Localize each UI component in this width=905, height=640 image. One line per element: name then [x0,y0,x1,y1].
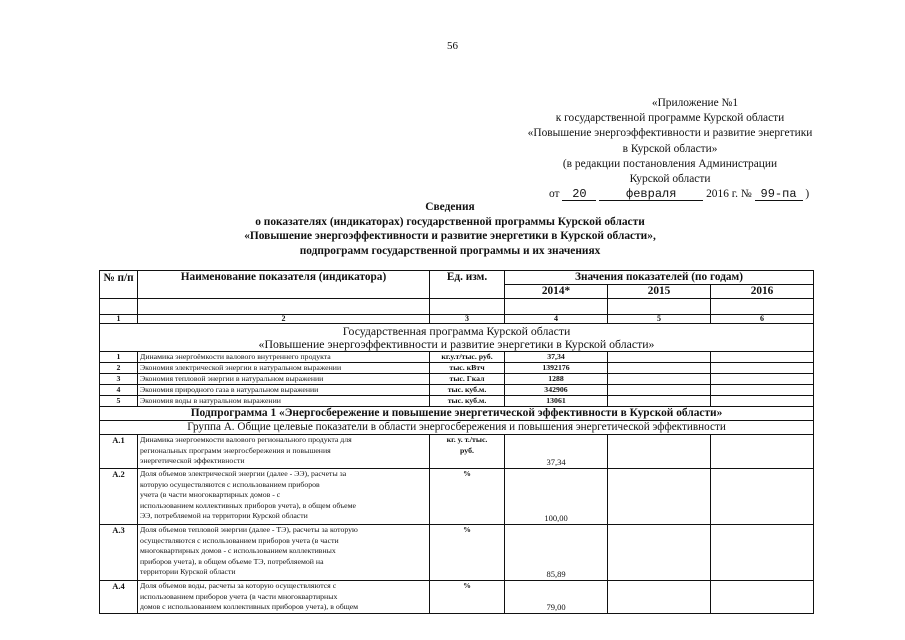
row-name: Экономия природного газа в натуральном выражении [138,385,430,396]
row-value-2014: 85,89 [505,525,608,581]
row-name-line: энергетической эффективности [140,456,245,466]
table-row [100,581,814,614]
appendix-line: в Курской области» [622,142,718,155]
group-title: Группа А. Общие целевые показатели в области энергосбережения и повышения энергетической эффективности [100,421,814,435]
row-value-2015 [608,469,711,525]
row-value-2016 [711,363,814,374]
row-number: 2 [100,363,138,374]
row-value-2016 [711,352,814,363]
header-number: № п/п [100,271,138,299]
row-value-2016 [711,374,814,385]
table-row [100,525,814,581]
program-title-line: Государственная программа Курской области [342,324,571,338]
row-unit [430,525,505,581]
row-name-line: осуществляются с использованием приборов учета (в части [140,535,339,545]
row-value-2015 [608,374,711,385]
row-value-2015 [608,385,711,396]
document-heading [180,200,720,258]
row-number: А.3 [100,525,138,581]
appendix-line: Курской области [629,173,711,186]
table-row [100,374,814,385]
row-value-2015 [608,435,711,469]
row-value-2016 [711,385,814,396]
table-row [100,363,814,374]
row-name-line: которую осуществляются с использованием приборов [140,479,320,489]
date-month: февраля [599,188,703,201]
row-unit [430,469,505,525]
row-unit: кг.у.т/тыс. руб. [430,352,505,363]
date-suffix: ) [805,188,810,201]
row-number: 4 [100,385,138,396]
row-unit: тыс. кВтч [430,363,505,374]
row-name [138,435,430,469]
row-unit [430,435,505,469]
date-prefix: от [549,188,560,201]
header-name: Наименование показателя (индикатора) [138,271,430,299]
subprogram-title: Подпрограмма 1 «Энергосбережение и повышение энергетической эффективности в Курской области» [100,407,814,421]
row-value-2014: 37,34 [505,435,608,469]
page-number: 56 [447,40,458,52]
row-unit: тыс. куб.м. [430,385,505,396]
row-number: 1 [100,352,138,363]
row-name-line: Доля объемов электрической энергии (далее - ЭЭ), расчеты за [140,469,347,478]
row-name-line: многоквартирных домов - с использованием коллективных [140,546,336,556]
row-name: Экономия электрической энергии в натуральном выражении [138,363,430,374]
row-name [138,469,430,525]
appendix-line: к государственной программе Курской области [555,112,785,125]
row-unit-line: руб. [460,445,474,455]
row-name-line: домов с использованием коллективных приборов учета), в общем [140,602,359,612]
appendix-line: (в редакции постановления Администрации [562,157,778,170]
row-unit: тыс. куб.м. [430,396,505,407]
row-value-2016 [711,525,814,581]
table-row [100,385,814,396]
row-name-line: учета (в части многоквартирных домов - с [140,490,281,500]
row-number: 3 [100,374,138,385]
program-title [100,324,814,352]
row-name-line: использованием приборов учета (в части многоквартирных [140,591,338,601]
row-value-2015 [608,581,711,614]
heading-line: «Повышение энергоэффективности и развитие энергетики в Курской области», [244,230,656,243]
row-unit-line: кг. у. т./тыс. [446,435,488,444]
row-name: Динамика энергоёмкости валового внутреннего продукта [138,352,430,363]
row-unit: тыс. Гкал [430,374,505,385]
column-number: 5 [608,315,711,324]
heading-line: о показателях (индикаторах) государственной программы Курской области [255,215,645,228]
row-number: 5 [100,396,138,407]
column-number: 6 [711,315,814,324]
heading-title: Сведения [425,201,475,213]
row-name: Экономия тепловой энергии в натуральном выражении [138,374,430,385]
row-name-line: Доля объемов тепловой энергии (далее - ТЭ), расчеты за которую [140,525,358,534]
indicators-table [99,270,814,614]
row-number: А.2 [100,469,138,525]
row-value-2016 [711,435,814,469]
row-name [138,525,430,581]
header-year: 2014* [505,285,608,299]
appendix-block [505,96,835,202]
row-name: Экономия воды в натуральном выражении [138,396,430,407]
row-name-line: Динамика энергоемкости валового регионального продукта для [140,435,352,444]
heading-line: подпрограмм государственной программы и их значениях [299,244,601,257]
row-value-2014: 342906 [505,385,608,396]
row-value-2015 [608,396,711,407]
date-day: 20 [562,188,596,201]
table-row [100,469,814,525]
row-value-2016 [711,469,814,525]
row-name-line: региональных программ энергосбережения и повышения [140,445,331,455]
program-title-line: «Повышение энергоэффективности и развитие энергетики в Курской области» [258,337,655,351]
header-unit: Ед. изм. [430,271,505,299]
appendix-line: «Повышение энергоэффективности и развитие энергетики [527,127,813,140]
row-unit-line: % [463,581,471,590]
row-number: А.1 [100,435,138,469]
row-value-2015 [608,363,711,374]
row-name-line: ЭЭ, потребляемой на территории Курской области [140,511,308,521]
row-name-line: приборов учета), в общем объеме ТЭ, потребляемой на [140,556,324,566]
row-value-2014: 1392176 [505,363,608,374]
decree-number: 99-па [755,188,803,201]
row-value-2014: 100,00 [505,469,608,525]
row-name [138,581,430,614]
header-values-group: Значения показателей (по годам) [505,271,814,285]
column-number: 1 [100,315,138,324]
column-number: 2 [138,315,430,324]
row-unit-line: % [463,525,471,534]
column-number: 3 [430,315,505,324]
row-value-2014: 1288 [505,374,608,385]
row-value-2015 [608,525,711,581]
row-value-2014: 13061 [505,396,608,407]
row-name-line: использованием коллективных приборов учета), в общем объеме [140,500,357,510]
date-year: 2016 г. № [706,188,752,201]
row-name-line: Доля объемов воды, расчеты за которую осуществляются с [140,581,337,590]
appendix-title: «Приложение №1 [651,97,739,109]
header-year: 2016 [711,285,814,299]
table-row [100,435,814,469]
table-row [100,396,814,407]
row-unit-line: % [463,469,471,478]
row-number: А.4 [100,581,138,614]
row-name-line: территории Курской области [140,567,236,577]
row-value-2014: 37,34 [505,352,608,363]
row-value-2014: 79,00 [505,581,608,614]
header-year: 2015 [608,285,711,299]
row-value-2015 [608,352,711,363]
row-unit [430,581,505,614]
row-value-2016 [711,396,814,407]
column-number: 4 [505,315,608,324]
row-value-2016 [711,581,814,614]
table-row [100,352,814,363]
